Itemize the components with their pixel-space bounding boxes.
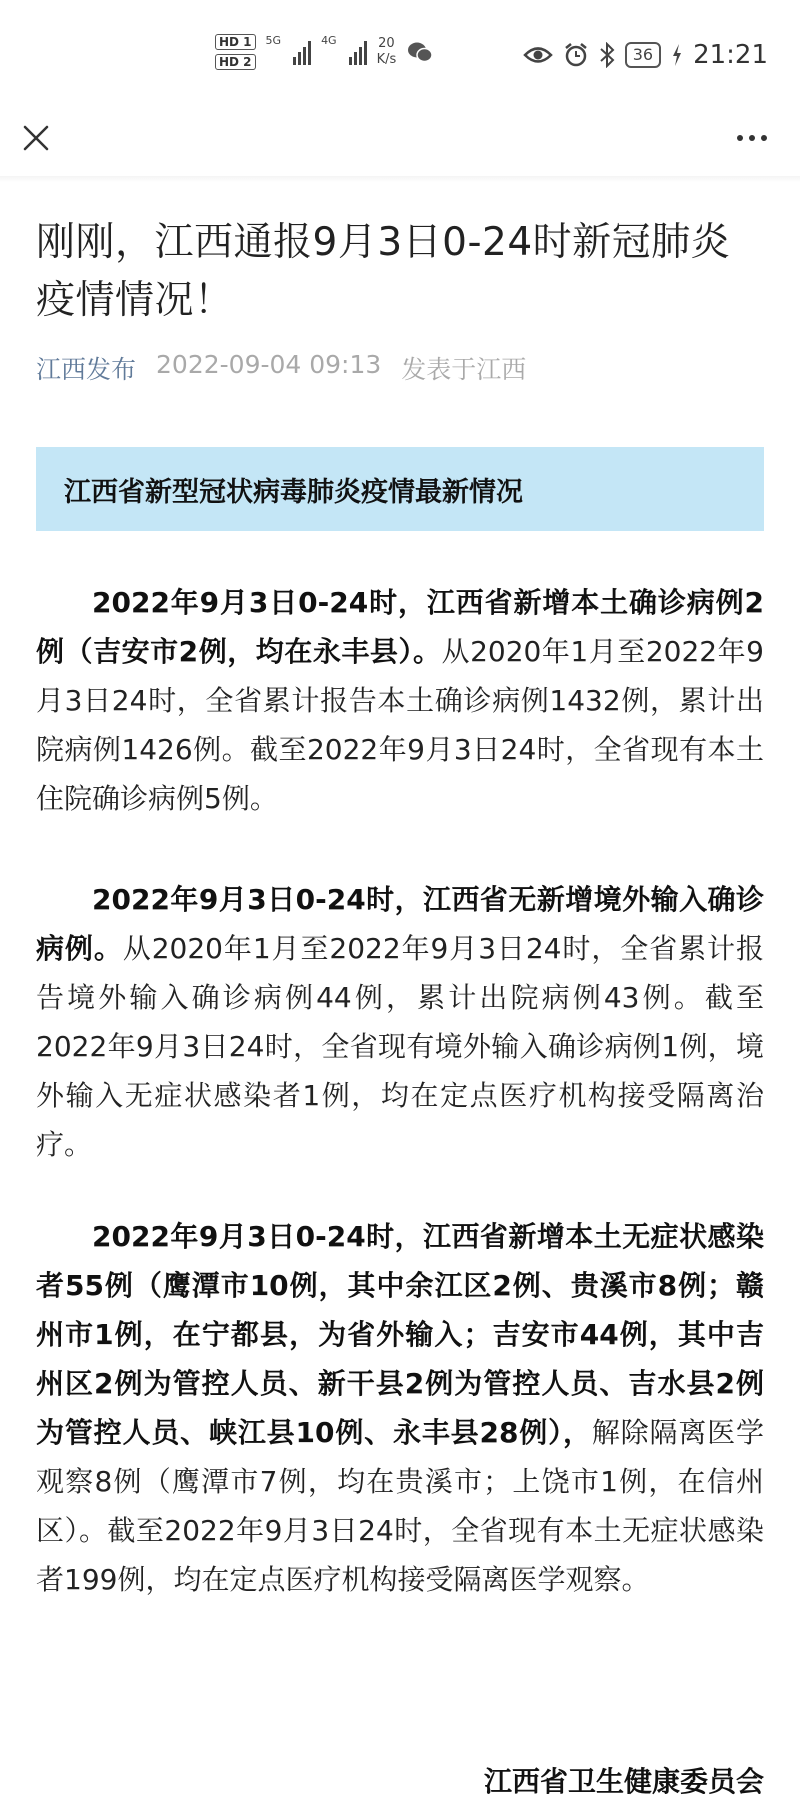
paragraph-1-bold: 2022年9月3日0-24时，江西省新增本土确诊病例2例（吉安市2例，均在永丰县）。 bbox=[36, 586, 764, 668]
net2-label: 4G bbox=[321, 34, 337, 47]
net1-label: 5G bbox=[265, 34, 282, 47]
status-left bbox=[215, 34, 434, 70]
clock: 21:21 bbox=[693, 40, 768, 70]
nav-divider bbox=[0, 176, 800, 182]
signal-icon bbox=[293, 39, 311, 65]
article-datetime: 2022-09-04 09:13 bbox=[156, 350, 382, 379]
article-paragraph-2 bbox=[36, 875, 764, 1169]
article-title: 刚刚，江西通报9月3日0-24时新冠肺炎疫情情况！ bbox=[36, 220, 731, 323]
section-banner: 江西省新型冠状病毒肺炎疫情最新情况 bbox=[36, 447, 764, 531]
article-paragraph-1 bbox=[36, 578, 764, 823]
battery-icon: 36 bbox=[625, 42, 661, 68]
wechat-icon bbox=[406, 40, 434, 64]
speed-unit: K/s bbox=[376, 52, 397, 67]
close-icon[interactable] bbox=[18, 120, 54, 156]
article-paragraph-3 bbox=[36, 1212, 764, 1604]
status-right bbox=[523, 40, 768, 70]
paragraph-3-bold: 2022年9月3日0-24时，江西省新增本土无症状感染者55例（鹰潭市10例，其中余江区2例、贵溪市8例；赣州市1例，在宁都县，为省外输入；吉安市44例，其中吉州区2例为管控人员、新干县2例为管控人员、吉水县2例为管控人员、峡江县10例、永丰县28例）， bbox=[36, 1220, 764, 1449]
paragraph-2-bold: 2022年9月3日0-24时，江西省无新增境外输入确诊病例。 bbox=[36, 883, 764, 965]
more-icon[interactable] bbox=[732, 126, 772, 150]
status-bar bbox=[0, 0, 800, 118]
alarm-icon bbox=[563, 42, 589, 68]
article-signoff: 江西省卫生健康委员会 bbox=[483, 1765, 764, 1798]
signal-icon-2 bbox=[349, 39, 367, 65]
article-source-link[interactable]: 江西发布 bbox=[36, 355, 137, 384]
hd1-badge: HD 1 bbox=[215, 34, 256, 50]
eye-icon bbox=[523, 44, 553, 66]
net-speed bbox=[377, 36, 397, 68]
paragraph-3-text: 解除隔离医学观察8例（鹰潭市7例，均在贵溪市；上饶市1例，在信州区）。截至2022年9月3日24时，全省现有本土无症状感染者199例，均在定点医疗机构接受隔离医学观察。 bbox=[36, 1416, 764, 1596]
article-meta bbox=[36, 350, 526, 386]
speed-value: 20 bbox=[378, 36, 395, 51]
hd2-badge: HD 2 bbox=[215, 54, 256, 70]
paragraph-1-text: 从2020年1月至2022年9月3日24时，全省累计报告本土确诊病例1432例，累计出院病例1426例。截至2022年9月3日24时，全省现有本土住院确诊病例5例。 bbox=[36, 635, 764, 815]
bluetooth-icon bbox=[599, 42, 615, 68]
hd-indicators bbox=[215, 34, 256, 70]
article-location: 发表于江西 bbox=[401, 355, 527, 384]
paragraph-2-text: 从2020年1月至2022年9月3日24时，全省累计报告境外输入确诊病例44例，累计出院病例43例。截至2022年9月3日24时，全省现有境外输入确诊病例1例，境外输入无症状感染者1例，均在定点医疗机构接受隔离治疗。 bbox=[36, 932, 764, 1161]
nav-bar bbox=[0, 118, 800, 182]
charging-icon bbox=[671, 43, 683, 67]
